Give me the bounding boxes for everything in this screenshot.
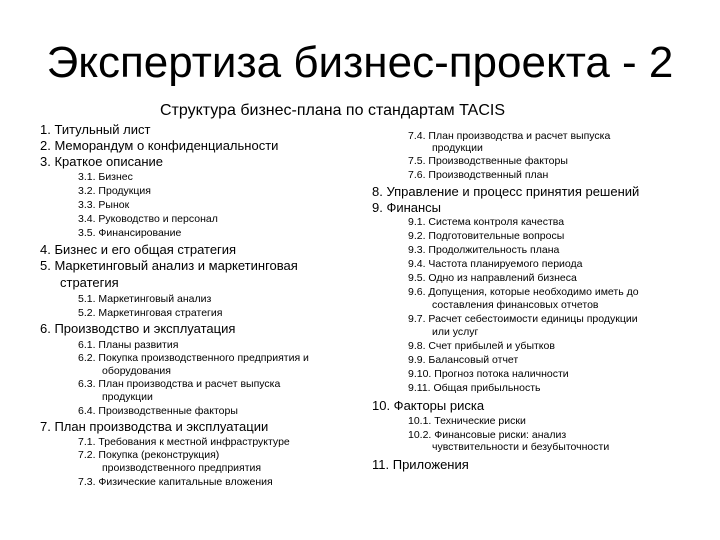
list-item: 3. Краткое описание: [40, 154, 163, 169]
sub-item: 5.2. Маркетинговая стратегия: [78, 307, 223, 319]
sub-item: 9.5. Одно из направлений бизнеса: [408, 272, 577, 284]
sub-item-continuation: продукции: [102, 391, 153, 403]
list-item: 8. Управление и процесс принятия решений: [372, 184, 640, 199]
sub-item: 7.5. Производственные факторы: [408, 155, 568, 167]
list-item: 7. План производства и эксплуатации: [40, 419, 269, 434]
sub-item: 6.1. Планы развития: [78, 339, 179, 351]
list-item: 9. Финансы: [372, 200, 442, 215]
sub-item-continuation: оборудования: [102, 365, 171, 377]
sub-item: 3.3. Рынок: [78, 199, 130, 211]
sub-item: 6.3. План производства и расчет выпуска: [78, 378, 281, 390]
sub-item: 9.11. Общая прибыльность: [408, 382, 541, 394]
sub-item-continuation: чувствительности и безубыточности: [432, 441, 610, 453]
sub-item: 9.1. Система контроля качества: [408, 216, 565, 228]
list-item: 11. Приложения: [372, 457, 469, 472]
sub-item: 9.7. Расчет себестоимости единицы продукции: [408, 313, 638, 325]
sub-item: 9.4. Частота планируемого периода: [408, 258, 583, 270]
sub-item: 3.2. Продукция: [78, 185, 151, 197]
sub-item: 3.5. Финансирование: [78, 227, 182, 239]
sub-item: 7.1. Требования к местной инфраструктуре: [78, 436, 290, 448]
list-item: 10. Факторы риска: [372, 398, 485, 413]
sub-item: 9.3. Продолжительность плана: [408, 244, 560, 256]
slide-title: Экспертиза бизнес-проекта - 2: [46, 38, 674, 87]
list-item: 4. Бизнес и его общая стратегия: [40, 242, 237, 257]
sub-item: 9.9. Балансовый отчет: [408, 354, 519, 366]
sub-item: 7.2. Покупка (реконструкция): [78, 449, 220, 461]
sub-item: 9.8. Счет прибылей и убытков: [408, 340, 555, 352]
list-item: 2. Меморандум о конфиденциальности: [40, 138, 279, 153]
sub-item-continuation: или услуг: [432, 326, 479, 338]
sub-item: 3.4. Руководство и персонал: [78, 213, 218, 225]
list-item: 5. Маркетинговый анализ и маркетинговая: [40, 258, 298, 273]
list-item: 6. Производство и эксплуатация: [40, 321, 236, 336]
sub-item-continuation: составления финансовых отчетов: [432, 299, 599, 311]
sub-item: 9.6. Допущения, которые необходимо иметь до: [408, 286, 639, 298]
sub-item: 7.4. План производства и расчет выпуска: [408, 130, 611, 142]
sub-item: 10.1. Технические риски: [408, 415, 526, 427]
sub-item: 9.2. Подготовительные вопросы: [408, 230, 565, 242]
sub-item-continuation: продукции: [432, 142, 483, 154]
slide-subtitle: Структура бизнес-плана по стандартам TACIS: [160, 102, 506, 119]
sub-item: 6.4. Производственные факторы: [78, 405, 238, 417]
sub-item: 7.6. Производственный план: [408, 169, 549, 181]
sub-item: 6.2. Покупка производственного предприятия и: [78, 352, 309, 364]
list-item-continuation: стратегия: [60, 275, 119, 290]
sub-item: 9.10. Прогноз потока наличности: [408, 368, 569, 380]
sub-item: 10.2. Финансовые риски: анализ: [408, 429, 567, 441]
sub-item: 7.3. Физические капитальные вложения: [78, 476, 273, 488]
sub-item-continuation: производственного предприятия: [102, 462, 262, 474]
list-item: 1. Титульный лист: [40, 122, 151, 137]
sub-item: 5.1. Маркетинговый анализ: [78, 293, 212, 305]
sub-item: 3.1. Бизнес: [78, 171, 133, 183]
